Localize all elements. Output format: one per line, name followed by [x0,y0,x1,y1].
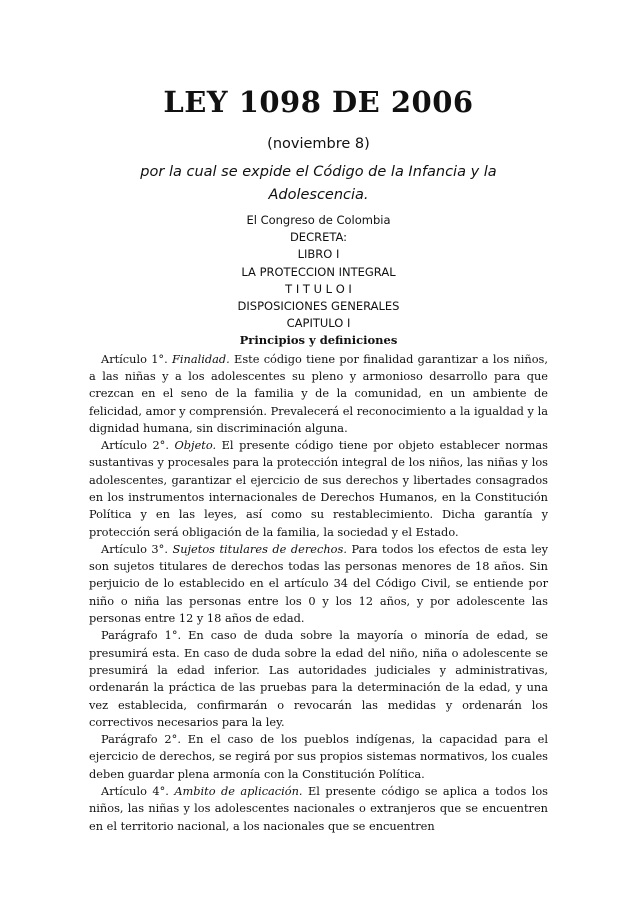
heading-libro: LIBRO I [297,247,340,262]
article-3 [89,541,548,627]
heading-congress: El Congreso de Colombia [246,213,391,227]
article-4 [89,783,548,835]
article-text: En caso de duda sobre la mayoría o minoría de edad, se presumirá esta. En caso de duda sobre la edad del niño, niña o adolescente se presumirá la edad inferior. Las autoridades judiciales y administrativas, ordenarán la práctica de las pruebas para la determinación de la edad, y una vez establecida, confirmarán o revocarán las medidas y ordenarán los correctivos necesarios para la ley. [89,628,548,729]
paragrafo-2 [89,731,548,783]
heading-decreta: DECRETA: [289,230,348,245]
article-lead: Artículo 2°. [101,438,175,453]
heading-proteccion: LA PROTECCION INTEGRAL [241,264,396,279]
article-text: Para todos los efectos de esta ley son sujetos titulares de derechos todas las personas menores de 18 años. Sin perjuicio de lo establecido en el artículo 34 del Código Civil, se entiende por niño o niña las personas entre los 0 y los 12 años, y por adolescente las personas entre 12 y 18 años de edad. [89,541,548,626]
chapter-title: Principios y definiciones [239,333,398,348]
heading-titulo: T I T U L O I [285,281,352,296]
article-lead: Parágrafo 2°. [101,732,188,747]
article-text: El presente código se aplica a todos los niños, las niñas y los adolescentes nacionales o extranjeros que se encuentren en el territorio nacional, a los nacionales que se encuentren [89,784,548,833]
article-1 [89,351,548,437]
heading-capitulo: CAPITULO I [286,316,351,331]
law-subtitle: por la cual se expide el Código de la Infancia y la Adolescencia. [140,164,497,203]
article-lead: Artículo 4°. [101,784,175,799]
article-label: Objeto. [174,438,217,453]
article-label: Sujetos titulares de derechos. [172,541,347,556]
article-2 [89,437,548,541]
document-body [89,351,548,835]
article-lead: Artículo 1°. [101,351,173,366]
paragrafo-1 [89,627,548,731]
article-lead: Artículo 3°. [101,541,173,556]
article-text: En el caso de los pueblos indígenas, la capacidad para el ejercicio de derechos, se regirá por sus propios sistemas normativos, los cuales deben guardar plena armonía con la Constitución Política. [89,732,548,781]
law-date: (noviembre 8) [267,136,370,152]
law-title: LEY 1098 DE 2006 [163,85,474,119]
article-text: Este código tiene por finalidad garantizar a los niños, a las niñas y a los adolescentes su pleno y armonioso desarrollo para que crezcan en el seno de la familia y de la comunidad, en un ambiente de felicidad, amor y comprensión. Prevalecerá el reconocimiento a la igualdad y la dignidad humana, sin discriminación alguna. [89,351,548,435]
article-label: Finalidad. [172,351,230,366]
article-label: Ambito de aplicación. [174,784,303,799]
article-text: El presente código tiene por objeto establecer normas sustantivas y procesales para la protección integral de los niños, las niñas y los adolescentes, garantizar el ejercicio de sus derechos y libertades consagrados en los instrumentos internacionales de Derechos Humanos, en la Constitución Política y en las leyes, así como su restablecimiento. Dicha garantía y protección será obligación de la familia, la sociedad y el Estado. [89,438,548,539]
article-lead: Parágrafo 1°. [101,628,189,643]
heading-disposiciones: DISPOSICIONES GENERALES [237,299,400,314]
